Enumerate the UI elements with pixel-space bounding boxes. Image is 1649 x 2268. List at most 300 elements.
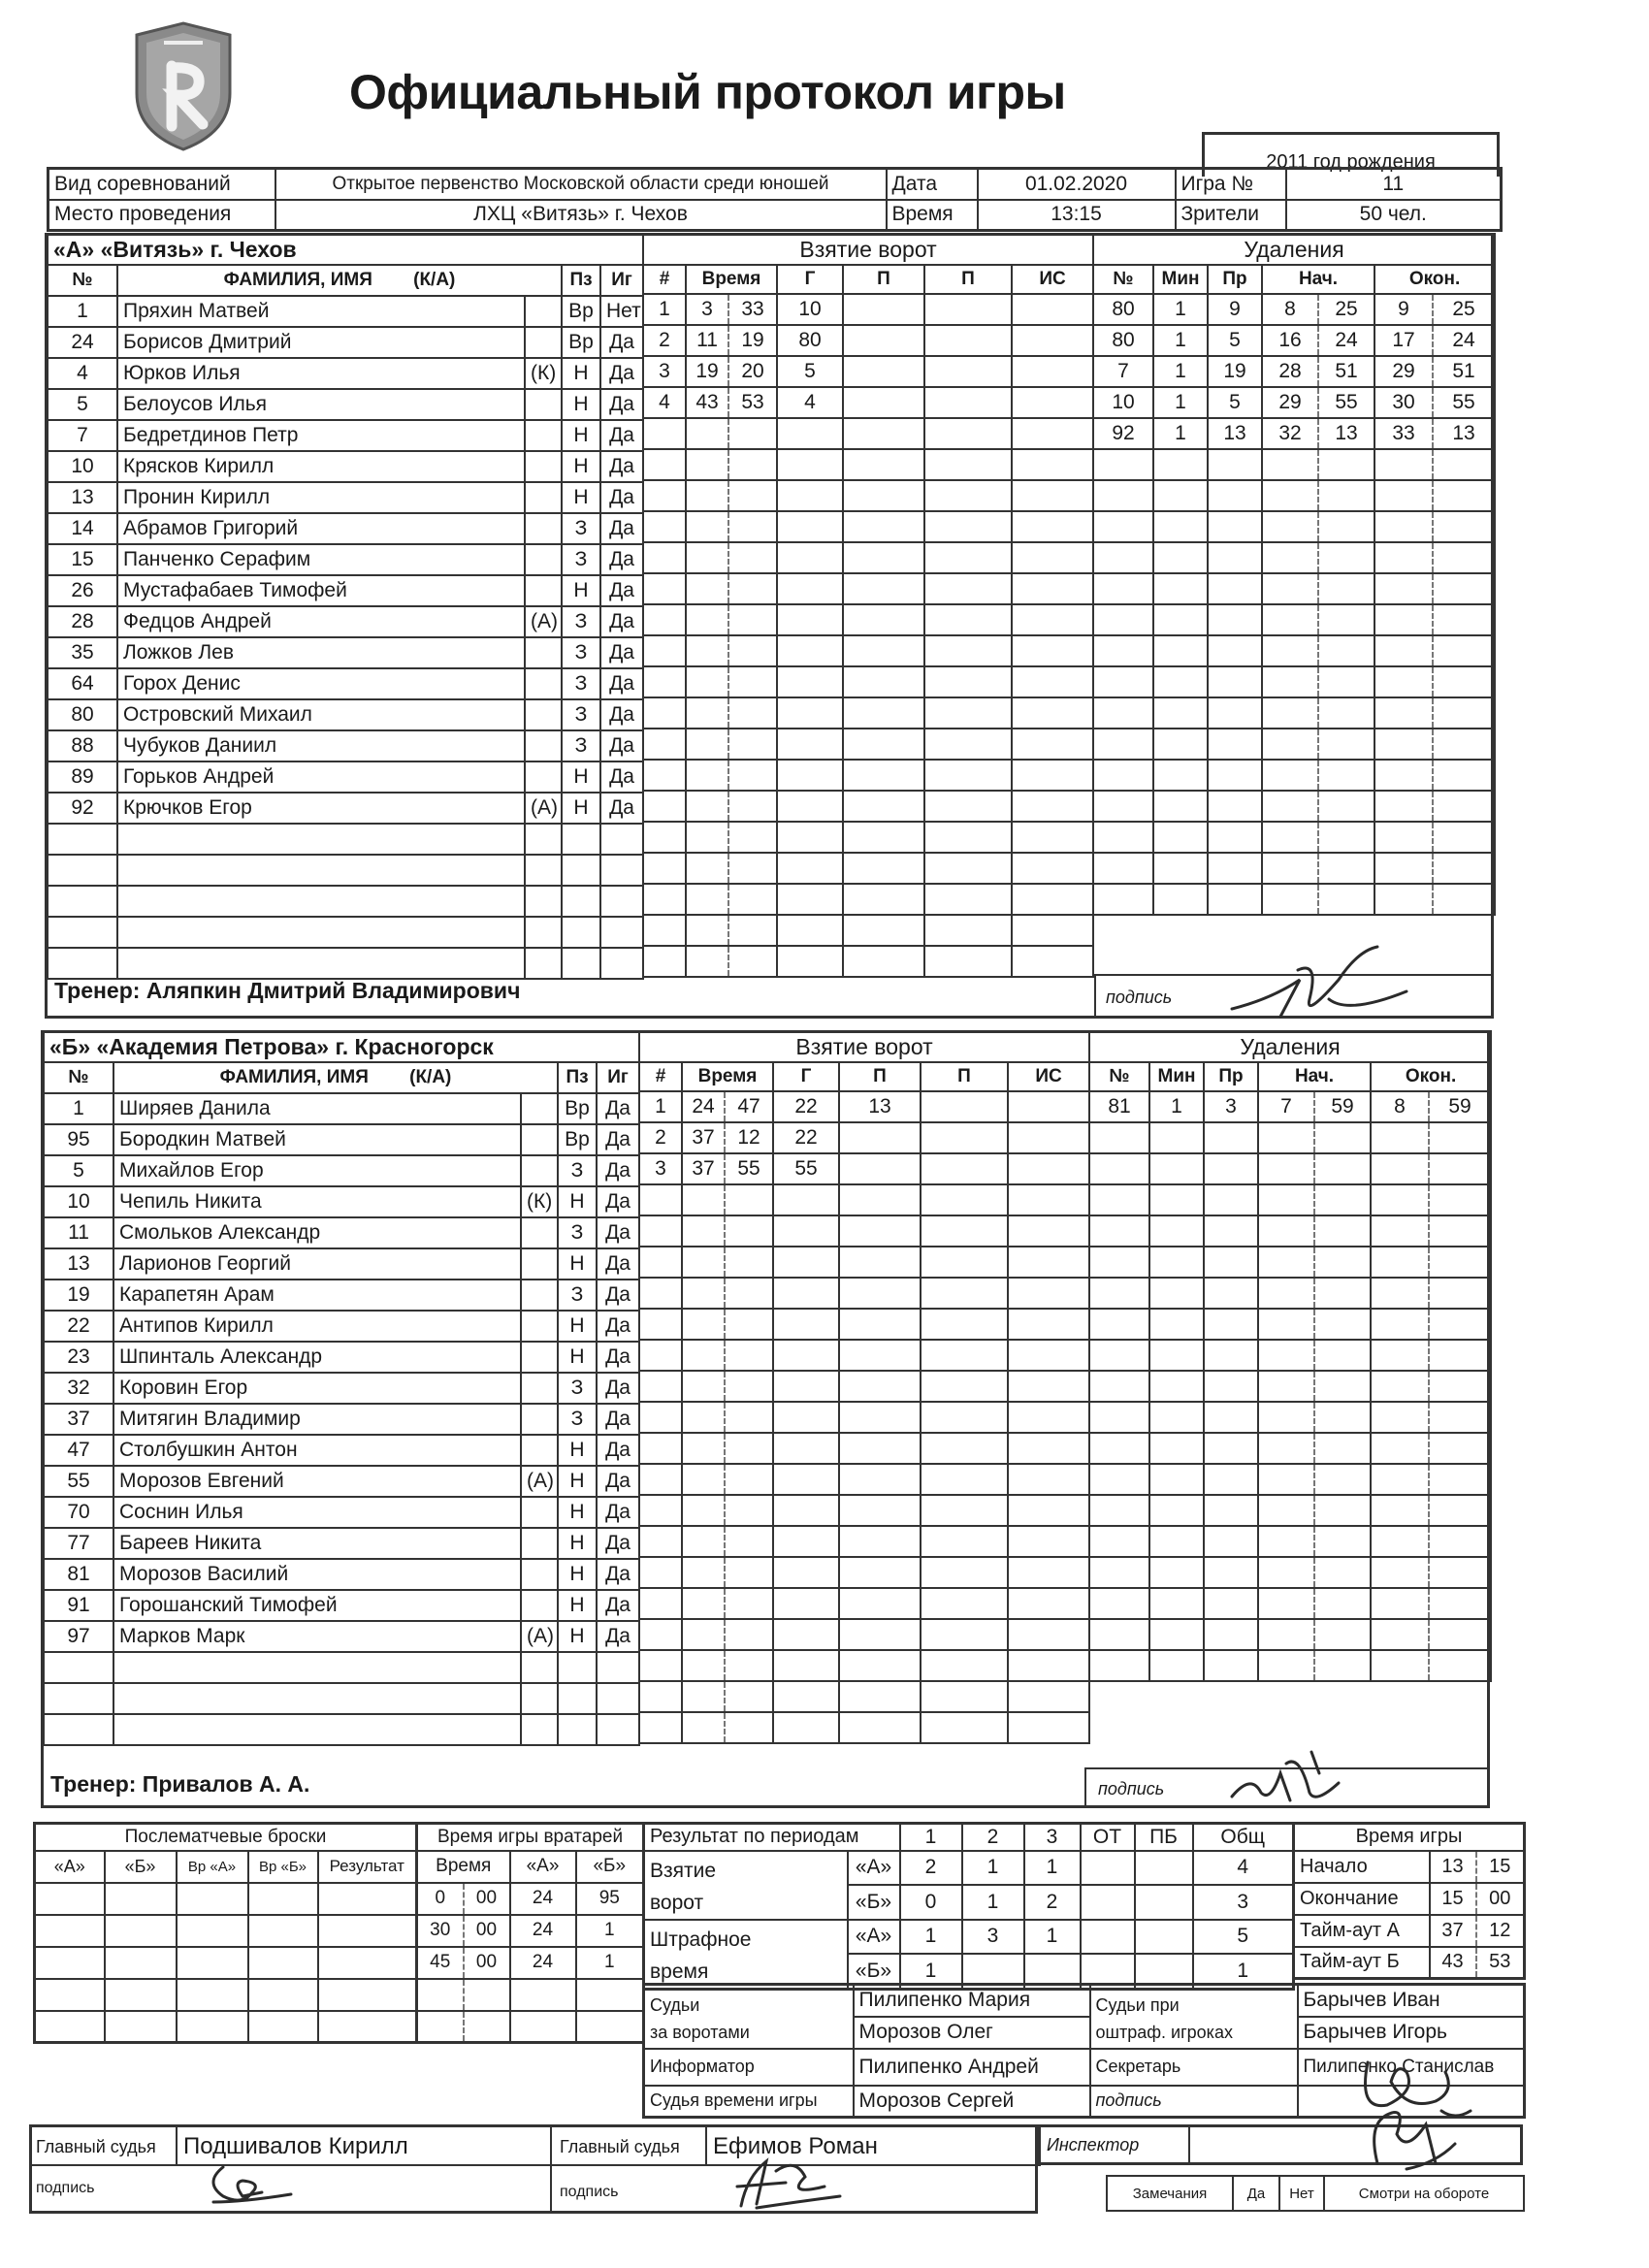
goal-second [728, 729, 777, 760]
goal-assist-2 [924, 666, 1012, 697]
goal-number [643, 542, 686, 573]
goal-minute [682, 1433, 725, 1464]
penalty-minutes: 1 [1153, 356, 1208, 387]
player-name: Панченко Серафим [117, 544, 525, 575]
penalty-end-second: 24 [1433, 325, 1495, 356]
penalty-row [1093, 418, 1495, 449]
goal-assist-2 [921, 1215, 1008, 1247]
player-played: Да [597, 1342, 639, 1373]
penalty-start-minute [1258, 1122, 1314, 1153]
goal-minute [682, 1309, 725, 1340]
player-played: Да [600, 575, 643, 606]
penalty-player [1089, 1495, 1149, 1526]
penalty-player [1089, 1557, 1149, 1588]
player-name: Горох Денис [117, 668, 525, 699]
gk-row-b: 95 [576, 1883, 644, 1915]
player-number: 10 [44, 1186, 113, 1217]
federation-logo-icon [129, 17, 238, 153]
goal-situation [1008, 1557, 1089, 1588]
game-end-hour: 15 [1430, 1883, 1476, 1915]
player-captain-mark [525, 917, 562, 948]
player-name: Столбушкин Антон [113, 1435, 521, 1466]
player-position [562, 948, 600, 979]
penalty-player [1089, 1215, 1149, 1247]
penalty-minutes [1153, 635, 1208, 666]
goal-number [639, 1340, 682, 1371]
team-a-signature-box [1094, 974, 1494, 1019]
penalty-player [1089, 1278, 1149, 1309]
goal-minute [686, 760, 728, 791]
player-name [113, 1714, 521, 1745]
goal-scorer [777, 573, 843, 604]
penalty-player [1093, 666, 1153, 697]
goal-minute [682, 1278, 725, 1309]
goal-number [639, 1247, 682, 1278]
goals-a-total: 4 [1193, 1851, 1294, 1886]
penalty-reason [1208, 604, 1262, 635]
penalty-reason [1208, 542, 1262, 573]
penalty-start-minute [1258, 1433, 1314, 1464]
penalty-start-second: 13 [1318, 418, 1374, 449]
goal-situation [1008, 1681, 1089, 1712]
penalty-minutes [1153, 604, 1208, 635]
goal-number [643, 853, 686, 884]
goal-number [639, 1681, 682, 1712]
goal-assist-2 [921, 1557, 1008, 1588]
player-played [597, 1683, 639, 1714]
goal-assist-2 [921, 1495, 1008, 1526]
penalty-start-minute [1262, 884, 1318, 915]
penalty-player [1093, 884, 1153, 915]
goal-row [643, 666, 1093, 697]
player-position: Н [562, 358, 600, 389]
player-name [117, 824, 525, 855]
team-b-goals-table [638, 1030, 1090, 1744]
gk-col-a: «А» [510, 1851, 576, 1883]
penalty-minutes [1149, 1122, 1204, 1153]
pim-b-p1: 1 [900, 1954, 962, 1989]
penalty-reason: 9 [1208, 294, 1262, 325]
player-captain-mark [521, 1124, 558, 1155]
player-number [44, 1652, 113, 1683]
penalty-start-minute [1258, 1464, 1314, 1495]
player-number: 80 [48, 699, 117, 730]
penalty-end-minute [1371, 1433, 1429, 1464]
penalty-minutes [1149, 1402, 1204, 1433]
goal-minute [686, 853, 728, 884]
player-captain-mark [521, 1311, 558, 1342]
goal-row [643, 480, 1093, 511]
penalty-end-minute [1374, 635, 1433, 666]
goal-assist-1 [839, 1122, 921, 1153]
referees-block [29, 2124, 1038, 2214]
goal-row [639, 1712, 1089, 1743]
penalty-reason [1204, 1122, 1258, 1153]
goal-scorer [773, 1433, 839, 1464]
penalty-end-second [1429, 1557, 1491, 1588]
player-name: Соснин Илья [113, 1497, 521, 1528]
penalty-row [1089, 1495, 1491, 1526]
goal-col-situation: ИС [1012, 265, 1093, 294]
penalty-reason [1208, 760, 1262, 791]
penalty-row [1093, 666, 1495, 697]
goal-scorer [777, 791, 843, 822]
goal-assist-2 [924, 915, 1012, 946]
goal-situation [1012, 884, 1093, 915]
penalty-player [1093, 697, 1153, 729]
team-b-signature-box [1084, 1767, 1490, 1808]
col-position: Пз [562, 265, 600, 296]
penalty-end-minute [1371, 1402, 1429, 1433]
penalty-player [1089, 1464, 1149, 1495]
penalty-player [1093, 822, 1153, 853]
penalty-minutes [1149, 1650, 1204, 1681]
penalty-end-minute: 29 [1374, 356, 1433, 387]
col-name [117, 265, 562, 296]
player-played: Да [597, 1466, 639, 1497]
player-played: Да [600, 389, 643, 420]
player-name: Чепиль Никита [113, 1186, 521, 1217]
player-number: 32 [44, 1373, 113, 1404]
player-position: Вр [558, 1124, 597, 1155]
goal-row [639, 1340, 1089, 1371]
goal-row [639, 1309, 1089, 1340]
penalty-start-second [1318, 729, 1374, 760]
penalty-end-second [1433, 511, 1495, 542]
goal-minute [682, 1402, 725, 1433]
player-row [44, 1217, 639, 1248]
player-position: Н [562, 761, 600, 793]
goal-minute [686, 604, 728, 635]
penalty-minutes [1149, 1495, 1204, 1526]
penalty-row [1093, 791, 1495, 822]
penalty-start-second [1314, 1371, 1371, 1402]
goal-col-time: Время [682, 1062, 773, 1091]
player-played: Да [597, 1497, 639, 1528]
game-number-value: 11 [1286, 169, 1502, 200]
penalty-start-second [1314, 1278, 1371, 1309]
penalty-end-minute [1374, 884, 1433, 915]
goal-assist-2 [921, 1650, 1008, 1681]
penalty-end-second [1433, 822, 1495, 853]
goal-scorer [777, 635, 843, 666]
player-captain-mark [521, 1435, 558, 1466]
venue-label: Место проведения [48, 200, 275, 231]
penalty-row [1089, 1588, 1491, 1619]
player-captain-mark [525, 948, 562, 979]
goal-minute [686, 449, 728, 480]
goal-situation [1008, 1588, 1089, 1619]
goal-second [728, 760, 777, 791]
birth-year-label: 2011 год рождения [1202, 132, 1500, 177]
penalty-reason [1204, 1309, 1258, 1340]
player-row [44, 1280, 639, 1311]
player-number: 37 [44, 1404, 113, 1435]
player-captain-mark [525, 327, 562, 358]
player-row [44, 1155, 639, 1186]
goal-row [643, 294, 1093, 325]
penalty-row [1089, 1340, 1491, 1371]
goal-scorer [773, 1619, 839, 1650]
player-captain-mark: (А) [525, 606, 562, 637]
player-captain-mark [521, 1652, 558, 1683]
penalty-end-minute [1374, 573, 1433, 604]
player-position: Н [558, 1528, 597, 1559]
penalty-minutes: 1 [1153, 325, 1208, 356]
player-played [600, 948, 643, 979]
penalty-reason [1204, 1402, 1258, 1433]
goal-minute [686, 480, 728, 511]
penalty-end-second: 55 [1433, 387, 1495, 418]
penalty-minutes [1149, 1215, 1204, 1247]
penalty-row [1093, 480, 1495, 511]
goal-number [639, 1526, 682, 1557]
penalty-player [1089, 1371, 1149, 1402]
referee-1-signature-icon [194, 2154, 301, 2212]
penalty-player [1093, 760, 1153, 791]
goal-second: 19 [728, 325, 777, 356]
goal-second [725, 1371, 773, 1402]
penalty-end-minute: 33 [1374, 418, 1433, 449]
penalty-start-second: 24 [1318, 325, 1374, 356]
player-captain-mark: (А) [521, 1466, 558, 1497]
penalty-start-second [1314, 1122, 1371, 1153]
goal-number: 1 [643, 294, 686, 325]
penalty-end-second [1429, 1184, 1491, 1215]
player-played: Да [600, 668, 643, 699]
player-played: Да [597, 1373, 639, 1404]
goal-assist-1 [843, 294, 924, 325]
goal-scorer [777, 449, 843, 480]
goal-scorer [773, 1712, 839, 1743]
col-ka-label: (К/А) [409, 1067, 452, 1087]
penalty-end-minute [1371, 1495, 1429, 1526]
player-played [600, 917, 643, 948]
col-number: № [48, 265, 117, 296]
penalty-end-second [1433, 791, 1495, 822]
pen-col-end: Окон. [1374, 265, 1495, 294]
goal-situation [1008, 1712, 1089, 1743]
goal-number [643, 666, 686, 697]
goal-minute [686, 573, 728, 604]
goal-number [643, 573, 686, 604]
goal-row [643, 791, 1093, 822]
penalty-start-minute [1258, 1557, 1314, 1588]
player-row [48, 544, 643, 575]
player-row [48, 668, 643, 699]
goal-number: 2 [643, 325, 686, 356]
player-number: 11 [44, 1217, 113, 1248]
goal-situation [1008, 1153, 1089, 1184]
col-played: Иг [600, 265, 643, 296]
goal-assist-2 [924, 387, 1012, 418]
penalty-start-second: 51 [1318, 356, 1374, 387]
penalty-row [1093, 573, 1495, 604]
penalty-row [1093, 542, 1495, 573]
inspector-signature-icon [1348, 2095, 1465, 2173]
penalty-end-minute [1374, 449, 1433, 480]
goal-row [643, 542, 1093, 573]
goal-number [639, 1712, 682, 1743]
goal-assist-2 [924, 294, 1012, 325]
player-played: Да [597, 1621, 639, 1652]
remarks-see-back: Смотри на обороте [1324, 2176, 1524, 2211]
goals-b-ot [1081, 1885, 1135, 1920]
penalty-end-minute [1374, 542, 1433, 573]
team-b-coach: Тренер: Привалов А. А. [50, 1771, 310, 1797]
pen-col-start: Нач. [1258, 1062, 1371, 1091]
goal-second: 53 [728, 387, 777, 418]
game-start-minute: 15 [1476, 1851, 1525, 1883]
goal-assist-1 [839, 1309, 921, 1340]
penalty-minutes [1153, 542, 1208, 573]
goal-situation [1008, 1215, 1089, 1247]
time-value: 13:15 [978, 200, 1176, 231]
goal-number [639, 1588, 682, 1619]
goal-assist-1 [843, 573, 924, 604]
goal-minute [682, 1557, 725, 1588]
goal-second [725, 1712, 773, 1743]
goal-assist-2 [921, 1433, 1008, 1464]
goal-row [643, 946, 1093, 977]
player-name: Михайлов Егор [113, 1155, 521, 1186]
player-captain-mark [521, 1342, 558, 1373]
player-row [44, 1093, 639, 1124]
goal-scorer [777, 822, 843, 853]
goal-number: 4 [643, 387, 686, 418]
goals-b-p1: 0 [900, 1885, 962, 1920]
page-title: Официальный протокол игры [349, 65, 1066, 119]
team-b-penalties-table [1088, 1030, 1492, 1682]
player-name: Бареев Никита [113, 1528, 521, 1559]
penalty-start-second [1314, 1215, 1371, 1247]
goal-assist-1 [843, 666, 924, 697]
goal-minute [686, 635, 728, 666]
goal-minute: 37 [682, 1122, 725, 1153]
goal-assist-1 [843, 760, 924, 791]
penalty-start-second [1314, 1153, 1371, 1184]
col-played: Иг [597, 1062, 639, 1093]
goal-row [639, 1278, 1089, 1309]
player-number: 5 [48, 389, 117, 420]
player-row [44, 1342, 639, 1373]
penalty-end-second [1433, 635, 1495, 666]
penalty-start-second [1314, 1402, 1371, 1433]
penalty-start-second [1314, 1433, 1371, 1464]
player-row [48, 575, 643, 606]
player-number: 77 [44, 1528, 113, 1559]
player-name: Смольков Александр [113, 1217, 521, 1248]
player-row [44, 1528, 639, 1559]
player-row [48, 855, 643, 886]
penalty-reason [1208, 884, 1262, 915]
goal-scorer [777, 418, 843, 449]
game-start-hour: 13 [1430, 1851, 1476, 1883]
goal-scorer: 22 [773, 1091, 839, 1122]
penalty-end-minute [1374, 853, 1433, 884]
goal-second: 47 [725, 1091, 773, 1122]
goal-assist-1 [843, 915, 924, 946]
goal-second [725, 1309, 773, 1340]
penalty-player [1089, 1184, 1149, 1215]
goal-assist-1 [839, 1495, 921, 1526]
penalty-end-second [1429, 1650, 1491, 1681]
player-position: Н [562, 420, 600, 451]
penalty-end-second [1429, 1247, 1491, 1278]
goal-number [639, 1619, 682, 1650]
referee-2-signature-label: подпись [560, 2184, 619, 2200]
col-ka-label: (К/А) [413, 270, 456, 290]
penalty-player: 81 [1089, 1091, 1149, 1122]
goal-situation [1012, 915, 1093, 946]
player-name: Ложков Лев [117, 637, 525, 668]
penalty-minutes [1149, 1464, 1204, 1495]
player-number [44, 1683, 113, 1714]
goal-row [643, 418, 1093, 449]
player-name: Крючков Егор [117, 793, 525, 824]
player-name: Антипов Кирилл [113, 1311, 521, 1342]
team-a-roster [47, 233, 644, 980]
penalty-player [1093, 542, 1153, 573]
gk-col-b: «Б» [576, 1851, 644, 1883]
goal-number: 1 [639, 1091, 682, 1122]
box-judge-1: Барычев Иван [1298, 1985, 1525, 2017]
penalty-reason [1208, 573, 1262, 604]
goal-assist-1 [843, 356, 924, 387]
goal-situation [1012, 356, 1093, 387]
goal-minute [682, 1681, 725, 1712]
player-name [113, 1683, 521, 1714]
goal-second [728, 853, 777, 884]
player-name: Бородкин Матвей [113, 1124, 521, 1155]
penalty-player [1093, 791, 1153, 822]
player-row [44, 1373, 639, 1404]
penalty-start-minute [1262, 511, 1318, 542]
goal-assist-1 [843, 325, 924, 356]
period-col-total: Общ [1193, 1824, 1294, 1851]
player-played: Да [597, 1435, 639, 1466]
penalty-row [1089, 1278, 1491, 1309]
goal-assist-1 [843, 542, 924, 573]
player-row [48, 420, 643, 451]
penalty-start-second [1314, 1247, 1371, 1278]
penalty-player: 92 [1093, 418, 1153, 449]
goal-scorer [773, 1247, 839, 1278]
player-played [600, 886, 643, 917]
period-col-1: 1 [900, 1824, 962, 1851]
goal-minute [682, 1464, 725, 1495]
goal-second [725, 1681, 773, 1712]
goal-row [639, 1371, 1089, 1402]
goal-col-assist2: П [921, 1062, 1008, 1091]
player-position [562, 886, 600, 917]
goal-second [728, 635, 777, 666]
penalty-minutes [1149, 1526, 1204, 1557]
penalty-minutes [1153, 729, 1208, 760]
team-a-goals-title: Взятие ворот [643, 234, 1093, 265]
goal-assist-1 [839, 1371, 921, 1402]
goal-scorer [777, 729, 843, 760]
player-name: Коровин Егор [113, 1373, 521, 1404]
goal-situation [1012, 822, 1093, 853]
goal-row [639, 1464, 1089, 1495]
gk-row-a: 24 [510, 1883, 576, 1915]
pen-col-minutes: Мин [1153, 265, 1208, 294]
goal-scorer [777, 666, 843, 697]
date-label: Дата [887, 169, 978, 200]
penalty-end-minute [1371, 1215, 1429, 1247]
player-captain-mark [525, 482, 562, 513]
